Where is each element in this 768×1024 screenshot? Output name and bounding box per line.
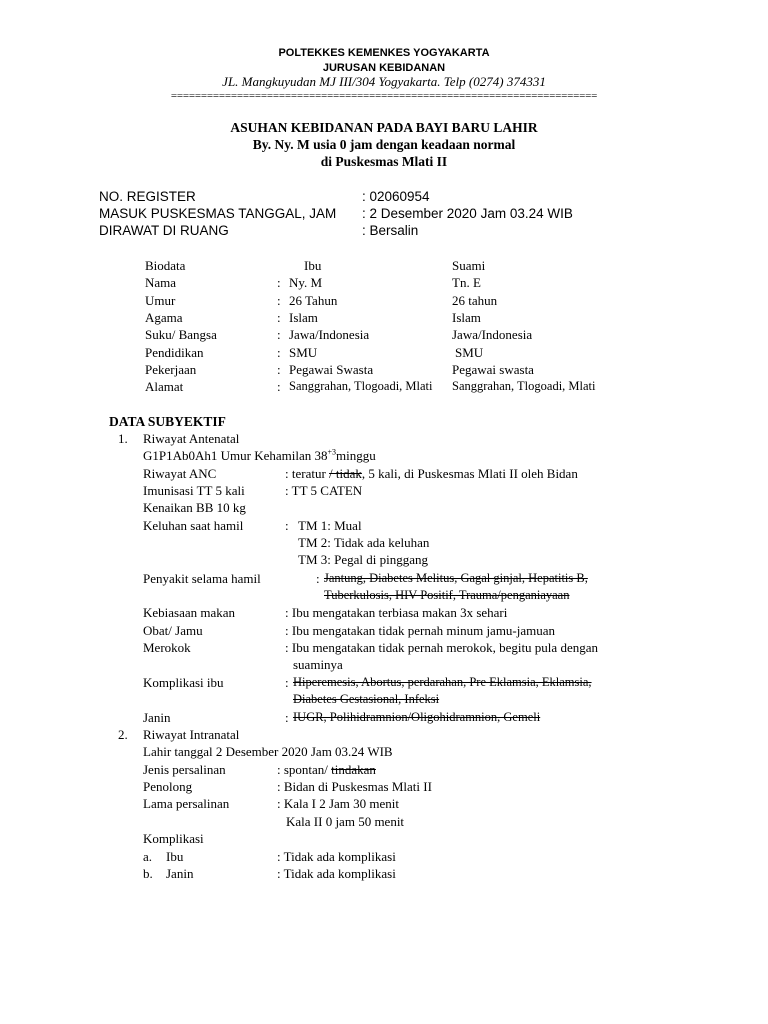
intranatal-title: Riwayat Intranatal xyxy=(143,727,240,742)
biodata-ibu: 26 Tahun xyxy=(289,293,338,308)
komplikasi-title: Komplikasi xyxy=(143,831,204,846)
reg-value: : 02060954 xyxy=(362,189,430,204)
biodata-colon: : xyxy=(277,362,281,377)
anc-label: Riwayat ANC xyxy=(143,466,217,481)
biodata-label: Agama xyxy=(145,310,183,325)
biodata-suami: Tn. E xyxy=(452,275,481,290)
janin-label: Janin xyxy=(143,710,171,725)
biodata-label: Pekerjaan xyxy=(145,362,197,377)
janin-value xyxy=(293,709,540,726)
jenis-prefix: : spontan/ xyxy=(277,762,332,777)
biodata-label: Alamat xyxy=(145,379,184,394)
tt-label: Imunisasi TT 5 kali xyxy=(143,483,245,498)
biodata-header-ibu: Ibu xyxy=(304,258,322,273)
jenis-value xyxy=(277,761,376,778)
gpa-line xyxy=(143,447,376,464)
anc-value xyxy=(285,465,578,482)
biodata-ibu: Islam xyxy=(289,310,318,325)
institution-name: POLTEKKES KEMENKES YOGYAKARTA xyxy=(278,47,490,59)
biodata-colon: : xyxy=(277,310,281,325)
penolong-label: Penolong xyxy=(143,779,193,794)
anc-struck: / tidak xyxy=(329,466,362,481)
document-subtitle: By. Ny. M usia 0 jam dengan keadaan normal xyxy=(252,137,516,152)
biodata-colon: : xyxy=(277,327,281,342)
biodata-ibu: Sanggrahan, Tlogoadi, Mlati xyxy=(289,379,433,393)
janin-struck: IUGR, Polihidramnion/Oligohidramnion, Gemeli xyxy=(293,710,541,724)
biodata-suami: 26 tahun xyxy=(452,293,498,308)
biodata-label: Pendidikan xyxy=(145,345,204,360)
komplikasi-line-2: Diabetes Gestasional, Infeksi xyxy=(293,692,440,706)
gpa-text: G1P1Ab0Ah1 Umur Kehamilan 38 xyxy=(143,448,328,463)
jenis-label: Jenis persalinan xyxy=(143,762,226,777)
keluhan-label: Keluhan saat hamil xyxy=(143,518,244,533)
biodata-ibu: Pegawai Swasta xyxy=(289,362,374,377)
institution-address: JL. Mangkuyudan MJ III/304 Yogyakarta. Telp (0274) 374331 xyxy=(222,74,546,89)
document-title: ASUHAN KEBIDANAN PADA BAYI BARU LAHIR xyxy=(230,120,538,135)
obat-value: : Ibu mengatakan tidak pernah minum jamu-jamuan xyxy=(285,623,556,638)
biodata-label: Umur xyxy=(145,293,176,308)
makan-value: : Ibu mengatakan terbiasa makan 3x sehari xyxy=(285,605,508,620)
biodata-suami: Islam xyxy=(452,310,481,325)
biodata-colon: : xyxy=(277,345,281,360)
list-number: 2. xyxy=(118,727,128,742)
penyakit-label: Penyakit selama hamil xyxy=(143,571,261,586)
komplikasi-ibu-sub-label: Ibu xyxy=(166,849,184,864)
janin-colon: : xyxy=(285,710,289,725)
biodata-label: Nama xyxy=(145,275,177,290)
biodata-ibu: Jawa/Indonesia xyxy=(289,327,370,342)
komplikasi-colon: : xyxy=(285,675,289,690)
reg-value: : Bersalin xyxy=(362,223,419,238)
department-name: JURUSAN KEBIDANAN xyxy=(322,62,446,74)
penyakit-value xyxy=(324,570,588,587)
lahir-line: Lahir tanggal 2 Desember 2020 Jam 03.24 WIB xyxy=(143,744,393,759)
penolong-value: : Bidan di Puskesmas Mlati II xyxy=(277,779,432,794)
biodata-header-suami: Suami xyxy=(452,258,486,273)
anc-suffix: , 5 kali, di Puskesmas Mlati II oleh Bidan xyxy=(361,466,578,481)
komplikasi-value xyxy=(293,674,592,691)
gpa-suffix: minggu xyxy=(336,448,376,463)
gpa-sup: +3 xyxy=(327,447,337,457)
komplikasi-ibu-label: Komplikasi ibu xyxy=(143,675,224,690)
anc-prefix: : teratur xyxy=(285,466,330,481)
komplikasi-janin-sub-value: : Tidak ada komplikasi xyxy=(277,866,396,881)
section-heading-subyektif: DATA SUBYEKTIF xyxy=(109,414,226,429)
penyakit-value xyxy=(324,587,569,604)
biodata-colon: : xyxy=(277,293,281,308)
penyakit-line-1: Jantung, Diabetes Melitus, Gagal ginjal, Hepatitis B, xyxy=(324,571,588,585)
biodata-suami: Jawa/Indonesia xyxy=(452,327,533,342)
komplikasi-janin-sub-label: Janin xyxy=(166,866,194,881)
reg-label: DIRAWAT DI RUANG xyxy=(99,223,229,238)
lama-value: : Kala I 2 Jam 30 menit xyxy=(277,796,400,811)
biodata-colon: : xyxy=(277,275,281,290)
obat-label: Obat/ Jamu xyxy=(143,623,203,638)
list-marker: b. xyxy=(143,866,153,881)
lama-label: Lama persalinan xyxy=(143,796,230,811)
makan-label: Kebiasaan makan xyxy=(143,605,236,620)
list-marker: a. xyxy=(143,849,153,864)
biodata-ibu: Ny. M xyxy=(289,275,323,290)
penyakit-colon: : xyxy=(316,571,320,586)
biodata-suami: SMU xyxy=(455,345,484,360)
komplikasi-ibu-sub-value: : Tidak ada komplikasi xyxy=(277,849,396,864)
reg-label: NO. REGISTER xyxy=(99,189,196,204)
keluhan-item: TM 3: Pegal di pinggang xyxy=(298,552,428,567)
biodata-colon: : xyxy=(277,379,281,394)
biodata-label: Suku/ Bangsa xyxy=(145,327,217,342)
tt-value: : TT 5 CATEN xyxy=(285,483,363,498)
document-location: di Puskesmas Mlati II xyxy=(320,154,448,169)
reg-label: MASUK PUSKESMAS TANGGAL, JAM xyxy=(99,206,337,221)
merokok-value: : Ibu mengatakan tidak pernah merokok, begitu pula dengan xyxy=(285,640,598,655)
komplikasi-line-1: Hiperemesis, Abortus, perdarahan, Pre Eklamsia, Eklamsia, xyxy=(293,675,592,689)
biodata-suami: Pegawai swasta xyxy=(452,362,534,377)
jenis-struck: tindakan xyxy=(331,762,376,777)
keluhan-item: TM 2: Tidak ada keluhan xyxy=(298,535,430,550)
keluhan-colon: : xyxy=(285,518,289,533)
komplikasi-value xyxy=(293,691,439,708)
merokok-value-cont: suaminya xyxy=(293,657,343,672)
merokok-label: Merokok xyxy=(143,640,191,655)
antenatal-title: Riwayat Antenatal xyxy=(143,431,240,446)
biodata-header-label: Biodata xyxy=(145,258,186,273)
keluhan-item: TM 1: Mual xyxy=(298,518,362,533)
header-separator: ======================================================================= xyxy=(170,90,598,102)
reg-value: : 2 Desember 2020 Jam 03.24 WIB xyxy=(362,206,573,221)
biodata-ibu: SMU xyxy=(289,345,318,360)
biodata-suami: Sanggrahan, Tlogoadi, Mlati xyxy=(452,379,596,393)
list-number: 1. xyxy=(118,431,128,446)
lama-value-cont: Kala II 0 jam 50 menit xyxy=(286,814,405,829)
bb-label: Kenaikan BB 10 kg xyxy=(143,500,246,515)
penyakit-line-2: Tuberkulosis, HIV Positif, Trauma/penganiayaan xyxy=(324,588,570,602)
